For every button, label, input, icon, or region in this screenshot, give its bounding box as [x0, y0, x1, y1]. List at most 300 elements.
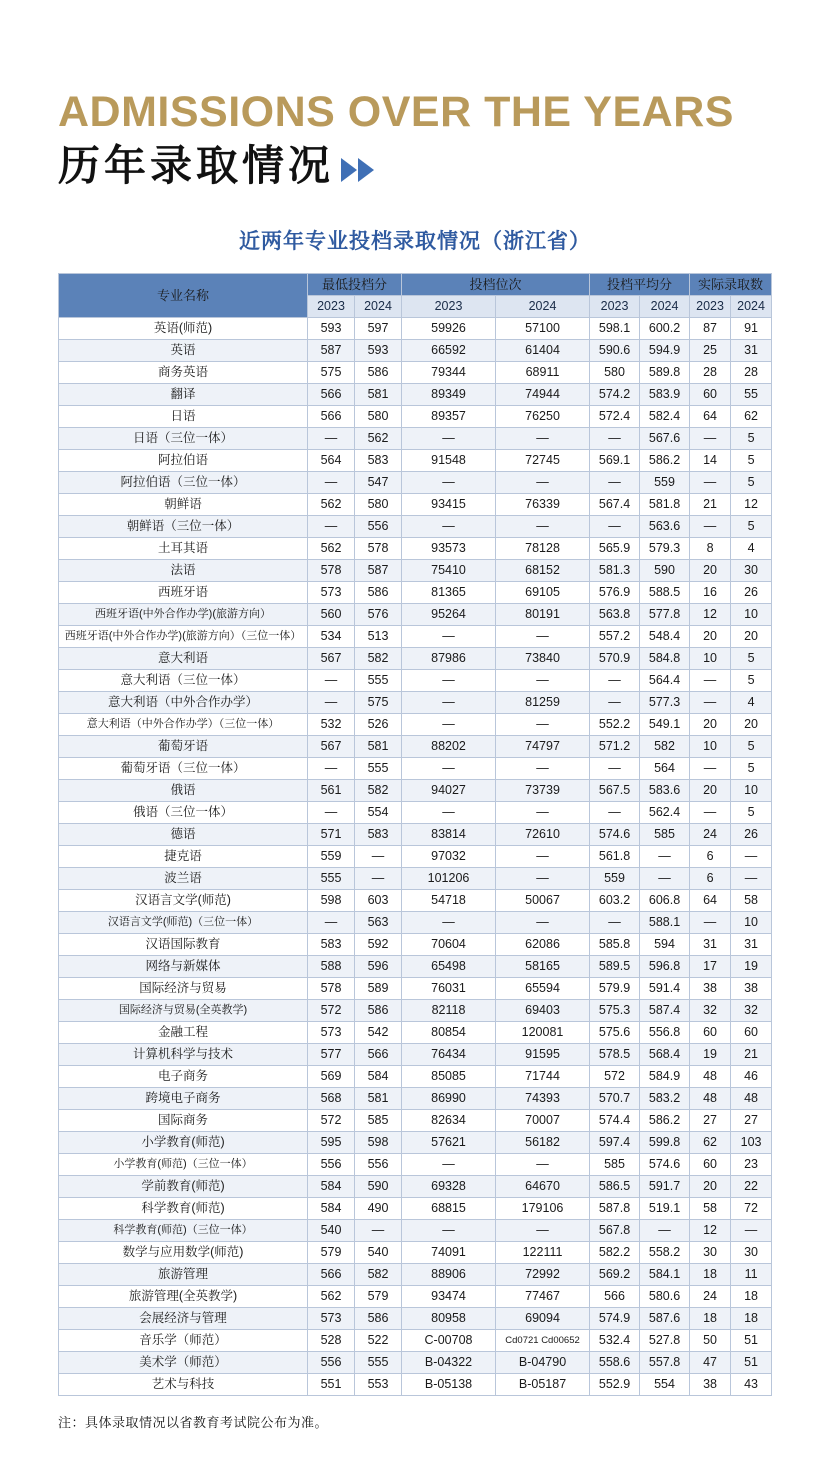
cell-value: —	[590, 802, 640, 824]
cell-value: 582.2	[590, 1242, 640, 1264]
cell-value: 120081	[496, 1022, 590, 1044]
cell-value: 582.4	[640, 406, 690, 428]
cell-major: 意大利语（三位一体）	[59, 670, 308, 692]
cell-value: 587.4	[640, 1000, 690, 1022]
cell-value: —	[590, 516, 640, 538]
cell-value: 526	[355, 714, 402, 736]
cell-value: 58	[731, 890, 772, 912]
cell-value: 30	[731, 1242, 772, 1264]
cell-major: 计算机科学与技术	[59, 1044, 308, 1066]
cell-value: 556	[308, 1154, 355, 1176]
cell-value: 20	[690, 626, 731, 648]
cell-value: 10	[731, 912, 772, 934]
cell-value: 578.5	[590, 1044, 640, 1066]
cell-value: 91595	[496, 1044, 590, 1066]
cell-value: 573	[308, 1308, 355, 1330]
cell-value: 597.4	[590, 1132, 640, 1154]
cell-value: 31	[731, 934, 772, 956]
cell-value: —	[731, 1220, 772, 1242]
cell-major: 朝鲜语（三位一体）	[59, 516, 308, 538]
table-row	[59, 318, 772, 340]
table-row	[59, 780, 772, 802]
cell-value: 582	[355, 1264, 402, 1286]
cell-value: 560	[308, 604, 355, 626]
table-row	[59, 560, 772, 582]
cell-value: 551	[308, 1374, 355, 1396]
cell-value: 575	[355, 692, 402, 714]
cell-value: 571.2	[590, 736, 640, 758]
cell-value: —	[402, 516, 496, 538]
cell-value: 584	[308, 1176, 355, 1198]
cell-value: —	[496, 516, 590, 538]
page-title-english: ADMISSIONS OVER THE YEARS	[58, 88, 734, 136]
cell-value: 542	[355, 1022, 402, 1044]
cell-value: 58	[690, 1198, 731, 1220]
cell-value: 555	[355, 758, 402, 780]
cell-value: 584	[355, 1066, 402, 1088]
cell-value: 590	[640, 560, 690, 582]
cell-major: 西班牙语(中外合作办学)(旅游方向）（三位一体）	[59, 626, 308, 648]
cell-major: 汉语言文学(师范)	[59, 890, 308, 912]
cell-value: 101206	[402, 868, 496, 890]
cell-value: —	[590, 758, 640, 780]
table-row	[59, 340, 772, 362]
cell-value: 553	[355, 1374, 402, 1396]
cell-value: 591.7	[640, 1176, 690, 1198]
cell-value: 567.6	[640, 428, 690, 450]
cell-value: 62086	[496, 934, 590, 956]
cell-value: —	[496, 472, 590, 494]
cell-value: 570.9	[590, 648, 640, 670]
cell-value: 5	[731, 802, 772, 824]
cell-value: 582	[355, 780, 402, 802]
cell-major: 国际商务	[59, 1110, 308, 1132]
year-header: 2023	[690, 296, 731, 318]
cell-value: 50067	[496, 890, 590, 912]
cell-value: 18	[731, 1308, 772, 1330]
cell-value: 93474	[402, 1286, 496, 1308]
cell-value: 76031	[402, 978, 496, 1000]
cell-value: 56182	[496, 1132, 590, 1154]
cell-value: 51	[731, 1352, 772, 1374]
cell-value: 72745	[496, 450, 590, 472]
cell-value: 581.8	[640, 494, 690, 516]
cell-value: 54718	[402, 890, 496, 912]
cell-value: 583.2	[640, 1088, 690, 1110]
cell-value: 564	[640, 758, 690, 780]
cell-value: 596	[355, 956, 402, 978]
cell-value: 567.4	[590, 494, 640, 516]
year-header: 2024	[640, 296, 690, 318]
cell-value: 572	[590, 1066, 640, 1088]
cell-value: 72	[731, 1198, 772, 1220]
admissions-table	[58, 273, 772, 1396]
year-header: 2024	[355, 296, 402, 318]
cell-value: 575.6	[590, 1022, 640, 1044]
cell-value: 28	[731, 362, 772, 384]
cell-major: 阿拉伯语（三位一体）	[59, 472, 308, 494]
cell-value: 68911	[496, 362, 590, 384]
cell-value: 74944	[496, 384, 590, 406]
cell-value: 586	[355, 1308, 402, 1330]
cell-value: B-04322	[402, 1352, 496, 1374]
table-row	[59, 494, 772, 516]
cell-value: 522	[355, 1330, 402, 1352]
table-row	[59, 1352, 772, 1374]
cell-value: 562	[308, 494, 355, 516]
cell-value: 58165	[496, 956, 590, 978]
cell-value: —	[402, 912, 496, 934]
cell-value: 580	[355, 406, 402, 428]
title-cn-row	[58, 143, 772, 189]
cell-value: 587	[355, 560, 402, 582]
table-row	[59, 1198, 772, 1220]
cell-value: 87	[690, 318, 731, 340]
cell-value: 562	[308, 538, 355, 560]
cell-value: 43	[731, 1374, 772, 1396]
cell-major: 捷克语	[59, 846, 308, 868]
cell-value: —	[402, 472, 496, 494]
cell-value: 576	[355, 604, 402, 626]
cell-value: 32	[690, 1000, 731, 1022]
cell-major: 俄语	[59, 780, 308, 802]
table-row	[59, 1330, 772, 1352]
cell-value: 60	[690, 1022, 731, 1044]
cell-value: 561	[308, 780, 355, 802]
cell-value: 12	[690, 604, 731, 626]
cell-value: 70604	[402, 934, 496, 956]
cell-major: 网络与新媒体	[59, 956, 308, 978]
cell-value: 28	[690, 362, 731, 384]
cell-value: —	[402, 670, 496, 692]
table-row	[59, 736, 772, 758]
cell-value: 64	[690, 406, 731, 428]
cell-major: 美术学（师范）	[59, 1352, 308, 1374]
cell-value: 559	[640, 472, 690, 494]
cell-major: 葡萄牙语（三位一体）	[59, 758, 308, 780]
cell-value: 74393	[496, 1088, 590, 1110]
table-row	[59, 384, 772, 406]
cell-value: 567	[308, 736, 355, 758]
cell-value: 579.9	[590, 978, 640, 1000]
cell-value: —	[308, 428, 355, 450]
table-row	[59, 1176, 772, 1198]
cell-value: 589.5	[590, 956, 640, 978]
table-row	[59, 1066, 772, 1088]
col-major: 专业名称	[59, 274, 308, 318]
cell-value: 562	[355, 428, 402, 450]
cell-major: 艺术与科技	[59, 1374, 308, 1396]
cell-value: —	[640, 868, 690, 890]
cell-major: 电子商务	[59, 1066, 308, 1088]
cell-major: 国际经济与贸易	[59, 978, 308, 1000]
cell-major: 数学与应用数学(师范)	[59, 1242, 308, 1264]
cell-value: 50	[690, 1330, 731, 1352]
year-header: 2024	[496, 296, 590, 318]
cell-value: 19	[731, 956, 772, 978]
cell-value: —	[590, 692, 640, 714]
cell-value: 19	[690, 1044, 731, 1066]
cell-value: 5	[731, 670, 772, 692]
cell-value: —	[590, 670, 640, 692]
cell-major: 俄语（三位一体）	[59, 802, 308, 824]
cell-value: 93415	[402, 494, 496, 516]
cell-value: 8	[690, 538, 731, 560]
cell-value: 5	[731, 736, 772, 758]
cell-value: 580.6	[640, 1286, 690, 1308]
cell-major: 汉语言文学(师范)（三位一体）	[59, 912, 308, 934]
cell-value: 69094	[496, 1308, 590, 1330]
cell-value: 596.8	[640, 956, 690, 978]
cell-value: 5	[731, 758, 772, 780]
cell-value: 586	[355, 582, 402, 604]
cell-value: 68152	[496, 560, 590, 582]
cell-value: 78128	[496, 538, 590, 560]
cell-value: 566	[308, 1264, 355, 1286]
cell-value: 20	[690, 780, 731, 802]
cell-value: 88906	[402, 1264, 496, 1286]
cell-major: 意大利语（中外合作办学）	[59, 692, 308, 714]
table-row	[59, 538, 772, 560]
cell-major: 阿拉伯语	[59, 450, 308, 472]
cell-value: —	[496, 428, 590, 450]
cell-value: 20	[690, 714, 731, 736]
cell-value: 606.8	[640, 890, 690, 912]
cell-value: —	[308, 670, 355, 692]
table-row	[59, 1000, 772, 1022]
cell-value: 588.1	[640, 912, 690, 934]
cell-value: 552.9	[590, 1374, 640, 1396]
cell-value: 51	[731, 1330, 772, 1352]
table-row	[59, 1154, 772, 1176]
cell-value: 20	[690, 560, 731, 582]
cell-value: 561.8	[590, 846, 640, 868]
cell-value: 5	[731, 472, 772, 494]
cell-value: 12	[731, 494, 772, 516]
cell-value: 72610	[496, 824, 590, 846]
cell-value: 93573	[402, 538, 496, 560]
cell-value: 591.4	[640, 978, 690, 1000]
cell-value: 46	[731, 1066, 772, 1088]
cell-value: —	[308, 692, 355, 714]
table-row	[59, 1374, 772, 1396]
cell-value: 95264	[402, 604, 496, 626]
cell-value: 574.6	[590, 824, 640, 846]
cell-value: 18	[731, 1286, 772, 1308]
cell-value: 528	[308, 1330, 355, 1352]
cell-value: 519.1	[640, 1198, 690, 1220]
cell-value: 86990	[402, 1088, 496, 1110]
cell-value: 61404	[496, 340, 590, 362]
cell-value: 603	[355, 890, 402, 912]
cell-major: 旅游管理	[59, 1264, 308, 1286]
table-row	[59, 582, 772, 604]
cell-value: 580	[355, 494, 402, 516]
cell-major: 意大利语	[59, 648, 308, 670]
table-row	[59, 1220, 772, 1242]
cell-value: 588	[308, 956, 355, 978]
cell-value: 579	[355, 1286, 402, 1308]
cell-major: 小学教育(师范)	[59, 1132, 308, 1154]
cell-value: 47	[690, 1352, 731, 1374]
table-row	[59, 604, 772, 626]
cell-value: 80854	[402, 1022, 496, 1044]
cell-value: 16	[690, 582, 731, 604]
cell-value: 23	[731, 1154, 772, 1176]
cell-value: 585	[355, 1110, 402, 1132]
cell-value: 80191	[496, 604, 590, 626]
cell-value: 578	[308, 560, 355, 582]
cell-major: 西班牙语(中外合作办学)(旅游方向）	[59, 604, 308, 626]
cell-value: 94027	[402, 780, 496, 802]
cell-value: B-04790	[496, 1352, 590, 1374]
year-header: 2023	[590, 296, 640, 318]
table-row	[59, 648, 772, 670]
cell-value: 567.5	[590, 780, 640, 802]
cell-value: 91	[731, 318, 772, 340]
cell-value: 581	[355, 736, 402, 758]
cell-value: —	[690, 912, 731, 934]
cell-value: 566	[590, 1286, 640, 1308]
cell-value: 555	[308, 868, 355, 890]
cell-value: 557.2	[590, 626, 640, 648]
cell-major: 会展经济与管理	[59, 1308, 308, 1330]
cell-value: 559	[590, 868, 640, 890]
double-arrow-icon	[340, 158, 374, 182]
cell-major: 商务英语	[59, 362, 308, 384]
cell-value: 574.2	[590, 384, 640, 406]
table-row	[59, 692, 772, 714]
table-row	[59, 912, 772, 934]
cell-value: 60	[690, 384, 731, 406]
cell-value: 586.2	[640, 450, 690, 472]
table-row	[59, 934, 772, 956]
cell-value: 562.4	[640, 802, 690, 824]
cell-value: 594	[640, 934, 690, 956]
cell-value: 557.8	[640, 1352, 690, 1374]
cell-value: 74091	[402, 1242, 496, 1264]
cell-major: 音乐学（师范）	[59, 1330, 308, 1352]
cell-value: —	[496, 868, 590, 890]
cell-value: 573	[308, 582, 355, 604]
table-row	[59, 450, 772, 472]
cell-value: 569.1	[590, 450, 640, 472]
cell-value: 572	[308, 1110, 355, 1132]
table-row	[59, 868, 772, 890]
cell-value: 64670	[496, 1176, 590, 1198]
cell-value: —	[690, 802, 731, 824]
cell-value: —	[690, 428, 731, 450]
table-row	[59, 362, 772, 384]
cell-major: 土耳其语	[59, 538, 308, 560]
cell-major: 科学教育(师范)（三位一体）	[59, 1220, 308, 1242]
cell-value: 38	[690, 978, 731, 1000]
cell-value: —	[690, 670, 731, 692]
cell-value: 10	[731, 604, 772, 626]
cell-major: 葡萄牙语	[59, 736, 308, 758]
cell-value: 584.9	[640, 1066, 690, 1088]
section-subtitle: 近两年专业投档录取情况（浙江省）	[239, 230, 591, 254]
cell-value: —	[590, 428, 640, 450]
cell-value: 527.8	[640, 1330, 690, 1352]
cell-value: 581	[355, 384, 402, 406]
cell-value: 5	[731, 450, 772, 472]
cell-value: 583	[355, 450, 402, 472]
cell-value: —	[402, 1154, 496, 1176]
cell-value: 12	[690, 1220, 731, 1242]
cell-value: 575	[308, 362, 355, 384]
cell-value: 577	[308, 1044, 355, 1066]
cell-value: —	[308, 758, 355, 780]
cell-value: 566	[308, 406, 355, 428]
cell-value: 572.4	[590, 406, 640, 428]
cell-value: 547	[355, 472, 402, 494]
cell-value: 564	[308, 450, 355, 472]
table-row	[59, 1242, 772, 1264]
cell-value: 588.5	[640, 582, 690, 604]
table-row	[59, 1110, 772, 1132]
cell-value: 25	[690, 340, 731, 362]
cell-value: 87986	[402, 648, 496, 670]
cell-value: 18	[690, 1308, 731, 1330]
cell-value: 490	[355, 1198, 402, 1220]
cell-major: 英语	[59, 340, 308, 362]
cell-value: 73840	[496, 648, 590, 670]
cell-value: —	[402, 1220, 496, 1242]
table-row	[59, 846, 772, 868]
cell-value: —	[640, 846, 690, 868]
cell-major: 国际经济与贸易(全英教学)	[59, 1000, 308, 1022]
cell-value: 85085	[402, 1066, 496, 1088]
cell-major: 小学教育(师范)（三位一体）	[59, 1154, 308, 1176]
cell-value: 583	[355, 824, 402, 846]
cell-value: 83814	[402, 824, 496, 846]
table-body	[59, 318, 772, 1396]
cell-value: 71744	[496, 1066, 590, 1088]
cell-value: 594.9	[640, 340, 690, 362]
cell-value: 583.9	[640, 384, 690, 406]
table-row	[59, 516, 772, 538]
cell-value: 89357	[402, 406, 496, 428]
cell-value: 584	[308, 1198, 355, 1220]
cell-value: 24	[690, 1286, 731, 1308]
cell-value: 593	[308, 318, 355, 340]
cell-value: 556.8	[640, 1022, 690, 1044]
cell-value: 583.6	[640, 780, 690, 802]
cell-value: 593	[355, 340, 402, 362]
cell-value: 603.2	[590, 890, 640, 912]
cell-value: 552.2	[590, 714, 640, 736]
cell-value: 600.2	[640, 318, 690, 340]
cell-value: 562	[308, 1286, 355, 1308]
cell-value: —	[731, 868, 772, 890]
cell-value: 585	[640, 824, 690, 846]
cell-value: 598	[308, 890, 355, 912]
cell-value: 27	[690, 1110, 731, 1132]
cell-value: 582	[640, 736, 690, 758]
cell-value: 572	[308, 1000, 355, 1022]
cell-value: 564.4	[640, 670, 690, 692]
table-row	[59, 758, 772, 780]
cell-value: 18	[690, 1264, 731, 1286]
cell-value: 577.3	[640, 692, 690, 714]
cell-value: —	[731, 846, 772, 868]
cell-value: 77467	[496, 1286, 590, 1308]
cell-value: 581.3	[590, 560, 640, 582]
cell-value: 548.4	[640, 626, 690, 648]
year-header: 2023	[308, 296, 355, 318]
cell-value: 556	[308, 1352, 355, 1374]
